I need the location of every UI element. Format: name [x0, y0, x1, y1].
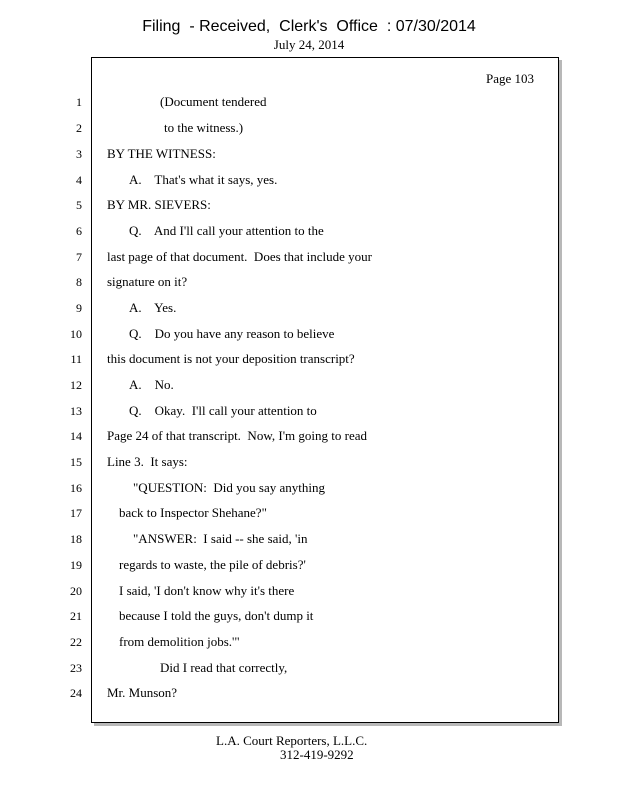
page-number: Page 103 [486, 71, 535, 86]
transcript-date: July 24, 2014 [273, 37, 345, 52]
line-text: Page 24 of that transcript. Now, I'm going to read [107, 428, 367, 443]
footer-company: L.A. Court Reporters, L.L.C. [216, 733, 368, 748]
line-number: 24 [70, 686, 82, 700]
line-number: 2 [76, 121, 82, 135]
filing-header: Filing - Received, Clerk's Office : 07/30/2014 [142, 18, 476, 35]
line-text: "QUESTION: Did you say anything [133, 480, 325, 495]
line-text: this document is not your deposition transcript? [107, 351, 355, 366]
line-number: 15 [70, 455, 82, 469]
line-text: back to Inspector Shehane?" [119, 505, 267, 520]
line-text: BY MR. SIEVERS: [107, 197, 211, 212]
line-text: Did I read that correctly, [160, 660, 288, 675]
line-number: 3 [76, 147, 82, 161]
line-text: from demolition jobs.'" [119, 634, 240, 649]
line-number: 11 [70, 352, 82, 366]
line-text: Q. And I'll call your attention to the [129, 223, 324, 238]
line-text: A. No. [129, 377, 174, 392]
line-text: regards to waste, the pile of debris?' [119, 557, 306, 572]
line-number: 16 [70, 481, 82, 495]
line-number: 20 [70, 584, 82, 598]
line-number: 18 [70, 532, 82, 546]
line-number: 14 [70, 429, 82, 443]
line-text: "ANSWER: I said -- she said, 'in [133, 531, 308, 546]
line-text: last page of that document. Does that include your [107, 249, 372, 264]
line-number: 1 [76, 95, 82, 109]
line-number: 9 [76, 301, 82, 315]
line-number: 5 [76, 198, 82, 212]
line-text: Q. Do you have any reason to believe [129, 326, 335, 341]
line-text: A. That's what it says, yes. [129, 172, 278, 187]
line-text: Line 3. It says: [107, 454, 188, 469]
line-number: 17 [70, 506, 82, 520]
line-number: 8 [76, 275, 82, 289]
line-number: 13 [70, 404, 82, 418]
line-number: 22 [70, 635, 82, 649]
line-number: 4 [76, 173, 82, 187]
line-number: 7 [76, 250, 82, 264]
line-number: 19 [70, 558, 82, 572]
line-text: to the witness.) [164, 120, 244, 135]
line-number: 21 [70, 609, 82, 623]
line-text: Mr. Munson? [107, 685, 178, 700]
line-text: because I told the guys, don't dump it [119, 608, 314, 623]
line-text: A. Yes. [129, 300, 177, 315]
line-text: signature on it? [107, 274, 188, 289]
line-number: 6 [76, 224, 82, 238]
footer-phone: 312-419-9292 [280, 747, 354, 762]
line-text: Q. Okay. I'll call your attention to [129, 403, 317, 418]
line-text: BY THE WITNESS: [107, 146, 216, 161]
line-number: 12 [70, 378, 82, 392]
line-text: (Document tendered [160, 94, 267, 109]
line-text: I said, 'I don't know why it's there [119, 583, 295, 598]
line-number: 10 [70, 327, 82, 341]
line-number: 23 [70, 661, 82, 675]
